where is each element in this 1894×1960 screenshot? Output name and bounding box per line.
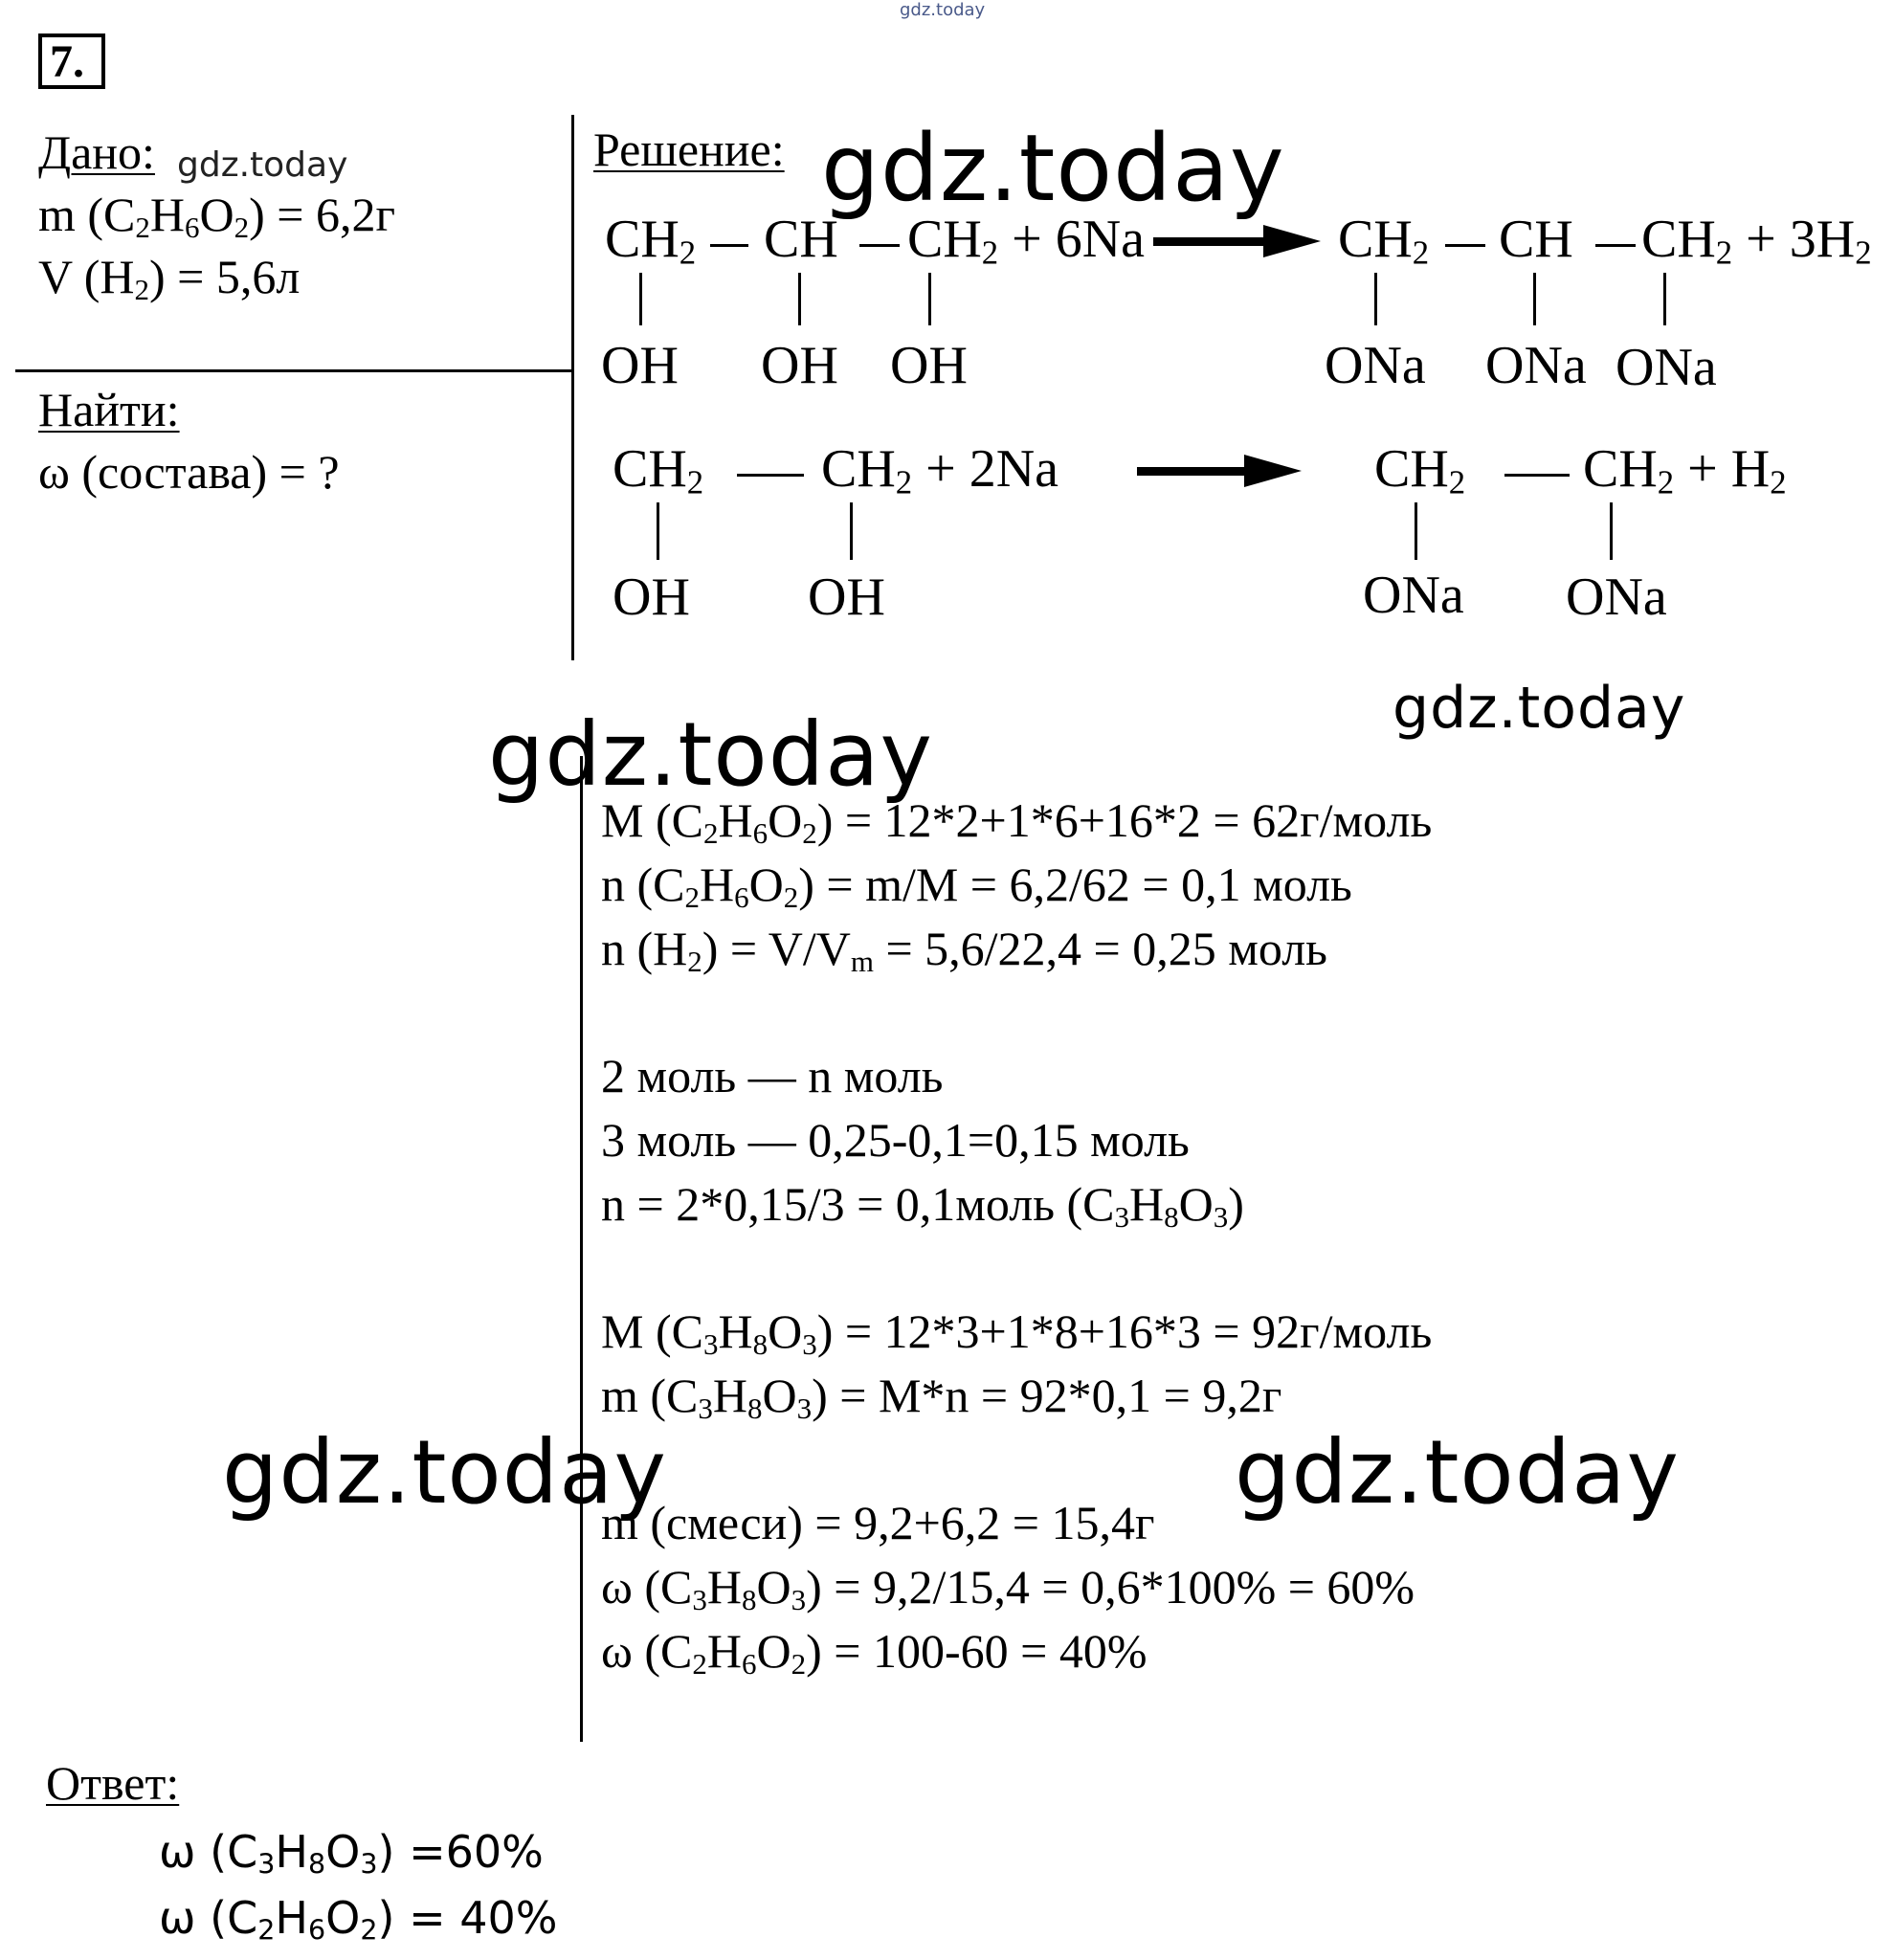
given-heading: Дано: [38,125,155,179]
r1-bond-1 [710,244,748,247]
r1-ona-2: ONa [1485,336,1587,395]
r2-p-ch2-a: $CH_2$ [1374,439,1466,501]
watermark-mid-right: gdz.today [1393,675,1686,742]
calc-line-11: ω $(C_2H_6O_2) = 100-60 = 40\%$ [601,1624,1148,1681]
watermark-given: gdz.today [177,145,348,185]
r1-p-vbond-3 [1663,273,1666,325]
r2-p-vbond-1 [1415,502,1417,560]
r1-vbond-3 [928,273,931,325]
r1-oh-3: OH [890,336,968,395]
calc-line-1: M $(C_2H_6O_2) = 12*2+1*6+16*2$ = 62г/моль [601,793,1433,850]
answer-heading: Ответ: [46,1756,180,1810]
r1-arrow [1153,237,1268,246]
given-block [38,121,155,184]
calc-line-7: M $(C_3H_8O_3) = 12*3+1*8+16*3$ = 92г/моль [601,1304,1433,1361]
watermark-mid-left: gdz.today [488,703,933,806]
watermark-solution: gdz.today [821,115,1285,222]
r1-p-ch: CH [1499,210,1573,269]
calc-line-2: n $(C_2H_6O_2) = m/M = 6,2/62 = 0,1$ моль [601,858,1352,914]
answer-line-1: ω $(C_3H_8O_3) =60\%$ [159,1826,544,1881]
r1-ch2-a: $CH_2$ [605,210,697,272]
calc-line-10: ω $(C_3H_8O_3) = 9,2/15,4 = 0,6*100\% = 60\%$ [601,1560,1415,1616]
r1-p-ch2-a: $CH_2$ [1338,210,1430,272]
r2-arrow [1137,467,1252,476]
calc-line-3: n $(H_2) = V/V_m = 5,6/22,4 = 0,25$ моль [601,922,1327,978]
problem-number-box [38,33,105,89]
r1-oh-2: OH [761,336,838,395]
calc-line-8: m $(C_3H_8O_3) = M*n = 92*0,1 = 9,2г$ [601,1369,1282,1425]
r2-vbond-2 [850,502,853,560]
calc-line-9: m (смеси) = 9,2+6,2 = 15,4г [601,1496,1155,1549]
r2-ona-2: ONa [1566,568,1667,627]
r2-ona-1: ONa [1363,566,1464,625]
find-heading: Найти: [38,383,180,436]
solution-heading: Решение: [593,122,785,176]
r1-p-bond-1 [1445,244,1485,247]
given-solution-divider [571,115,574,660]
r1-ona-3: ONa [1615,338,1717,397]
find-omega: ω (состава) = ? [38,445,340,499]
calc-divider [580,756,583,1742]
given-mass: m $(C_2H_6O_2) = 6,2г$ [38,188,395,244]
r1-ch: CH [764,210,838,269]
given-find-divider [15,369,572,372]
r2-oh-2: OH [808,568,885,627]
r1-ona-1: ONa [1325,336,1426,395]
r1-ch2-b: $CH_2 + 6Na$ [907,210,1146,272]
r1-bond-2 [859,244,900,247]
calc-line-5: 3 моль — 0,25-0,1=0,15 моль [601,1113,1190,1167]
given-volume: V $(H_2) = 5,6л$ [38,250,301,306]
r2-p-bond-1 [1504,474,1570,477]
r1-vbond-1 [639,273,642,325]
r2-arrow-head [1244,455,1302,487]
r2-bond-1 [737,474,804,477]
r1-p-vbond-1 [1374,273,1377,325]
r1-p-ch2-b: $CH_2 + 3H_2$ [1641,210,1872,272]
r1-p-bond-2 [1595,244,1636,247]
watermark-bottom-right: gdz.today [1235,1421,1680,1524]
watermark-bottom-left: gdz.today [222,1421,667,1524]
r1-p-vbond-2 [1533,273,1536,325]
r2-vbond-1 [657,502,659,560]
r2-ch2-b: $CH_2 + 2Na$ [821,439,1059,501]
r2-p-vbond-2 [1610,502,1613,560]
r1-vbond-2 [798,273,801,325]
problem-number: 7. [50,36,84,87]
calc-line-4: 2 моль — n моль [601,1049,944,1102]
r1-arrow-head [1263,225,1321,257]
answer-line-2: ω $(C_2H_6O_2) = 40\%$ [159,1892,558,1947]
r2-ch2-a: $CH_2$ [613,439,704,501]
r2-oh-1: OH [613,568,690,627]
watermark-top: gdz.today [900,0,986,20]
calc-line-6: n = 2*0,15/3 = 0,1моль $(C_3H_8O_3)$ [601,1177,1244,1234]
r1-oh-1: OH [601,336,679,395]
r2-p-ch2-b: $CH_2 + H_2$ [1583,439,1787,501]
